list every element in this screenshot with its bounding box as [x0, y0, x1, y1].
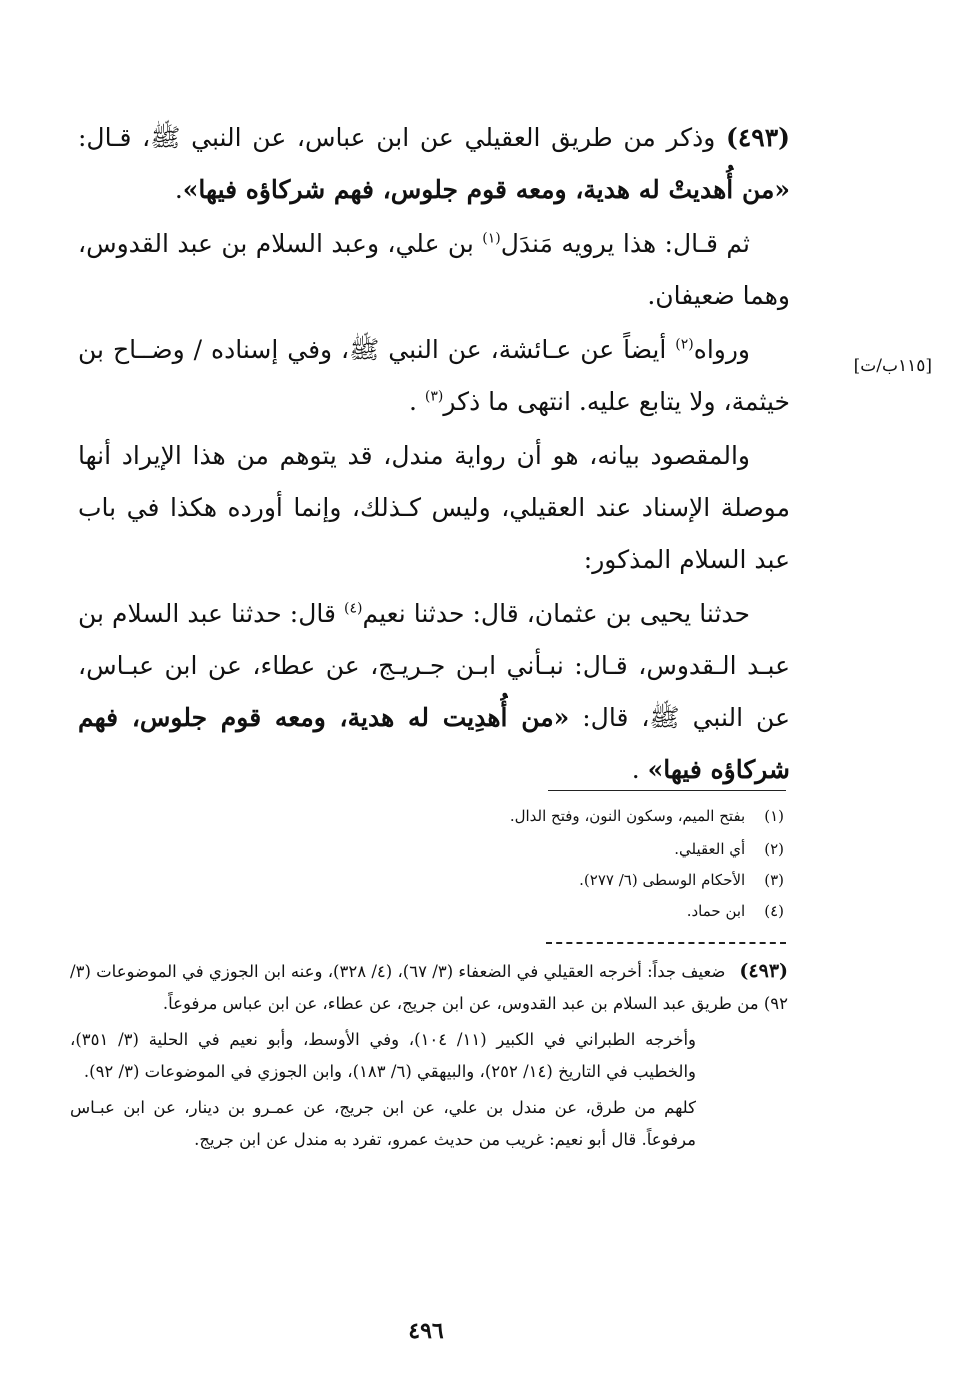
footnote-ref-3[interactable]: (٣): [424, 388, 444, 405]
footnote-ref-1[interactable]: (١): [482, 230, 501, 247]
hadith-number: (٤٩٣): [726, 123, 790, 152]
paragraph-2: [78, 218, 790, 322]
footnote-number: (١): [764, 807, 784, 825]
paragraph-text: بن علي، وعبد السلام بن عبد القدوس، وهما ضعيفان.: [78, 229, 790, 310]
paragraph-4: والمقصود بيانه، هو أن رواية مندل، قد يتوهم من هذا الإيراد أنها موصلة الإسناد عند العقيلي، وليس كـذلك، وإنما أورده هكذا في باب عبد السلام المذكور:: [78, 441, 790, 574]
main-text: [78, 112, 790, 798]
footnote-ref-4[interactable]: (٤): [344, 600, 363, 617]
paragraph-text: وذكر من طريق العقيلي عن ابن عباس، عن النبي ﷺ، قـال:: [78, 123, 727, 152]
hadith-quote: «من أُهدِيت له هدية، ومعه قوم جلوس، فهم شركاؤه فيها»: [78, 703, 790, 784]
paragraph-text: حدثنا يحيى بن عثمان، قال: حدثنا نعيم: [362, 599, 751, 628]
footnote-text: بفتح الميم، وسكون النون، وفتح الدال.: [509, 807, 746, 825]
note-tag: (٤٩٣): [739, 960, 789, 982]
editor-notes: [70, 955, 788, 1160]
editor-notes-separator: [546, 942, 786, 944]
note-paragraph-3: كلهم من طرق، عن مندل بن علي، عن ابن جريج، عن عمـرو بن دينار، عن ابن عبـاس مرفوعاً. قال أبو نعيم: غريب من حديث عمرو، تفرد به مندل عن ابن جريج.: [70, 1098, 696, 1149]
paragraph-493: [78, 112, 790, 216]
paragraph-end: .: [174, 175, 183, 204]
footnote-3: [300, 869, 784, 891]
hadith-quote: «من أُهديتْ له هدية، ومعه قوم جلوس، فهم شركاؤه فيها»: [182, 175, 790, 204]
paragraph-text: ورواه: [693, 335, 750, 364]
page-number: ٤٩٦: [408, 1318, 444, 1344]
footnote-text: أي العقيلي.: [674, 840, 746, 858]
note-paragraph-2: وأخرجه الطبراني في الكبير (١١/ ١٠٤)، وفي الأوسط، وأبو نعيم في الحلية (٣/ ٣٥١)، والخطيب في التاريخ (١٤/ ٢٥٢)، والبيهقي (٦/ ١٨٣)، وابن الجوزي في الموضوعات (٣/ ٩٢).: [70, 1030, 697, 1081]
footnote-4: [300, 900, 784, 922]
footnote-text: ابن حماد.: [686, 902, 746, 920]
paragraph-3: [78, 324, 790, 428]
footnote-separator: [548, 790, 786, 791]
footnote-number: (٣): [764, 871, 784, 889]
paragraph-text: أيضاً عن عـائشة، عن النبي ﷺ، وفي إسناده / وضــاح بن خيثمة، ولا يتابع عليه. انتهى ما ذكر: [78, 335, 790, 416]
paragraph-end: .: [631, 755, 648, 784]
footnote-1: [300, 805, 784, 827]
footnote-ref-2[interactable]: (٢): [675, 336, 694, 353]
footnote-text: الأحكام الوسطى (٦/ ٢٧٧).: [579, 871, 746, 889]
paragraph-5: [78, 588, 790, 796]
note-paragraph-1: [70, 955, 788, 1020]
paragraph-text: ثم قـال: هذا يرويه مَندَل: [500, 229, 750, 258]
note-text: ضعيف جداً: أخرجه العقيلي في الضعفاء (٣/ ٦٧)، (٤/ ٣٢٨)، وعنه ابن الجوزي في الموضوعات (٣/ ٩٢) من طريق عبد السلام بن عبد القدوس، عن ابن جريج، عن عطاء، عن ابن عباس مرفوعاً.: [70, 962, 788, 1013]
paragraph-text: قال: حدثنا عبد السلام بن عبـد الـقدوس، قـال: نبـأني ابـن جـريـج، عن عطاء، عن ابن عبـاس، عن النبي ﷺ، قال:: [78, 599, 790, 732]
footnote-2: [300, 838, 784, 860]
manuscript-folio-reference: [١١٥ب/ت]: [853, 356, 932, 376]
footnote-number: (٢): [764, 840, 784, 858]
footnote-number: (٤): [764, 902, 784, 920]
paragraph-end: .: [409, 387, 425, 416]
